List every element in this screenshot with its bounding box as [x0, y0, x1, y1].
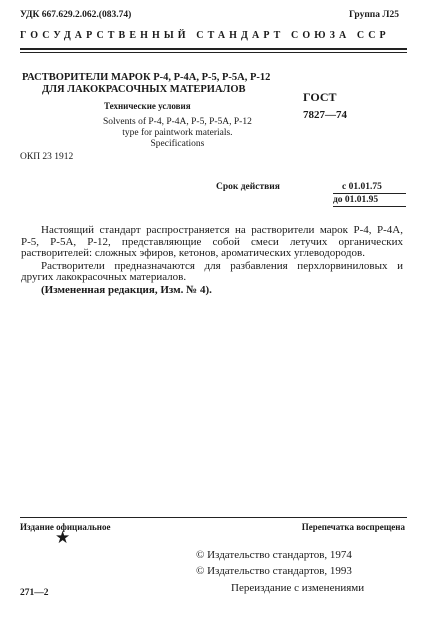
official-edition: Издание официальное — [20, 522, 111, 532]
english-title-line-3: Specifications — [150, 139, 205, 149]
validity-from: с 01.01.75 — [342, 182, 382, 192]
document-subtitle: Технические условия — [104, 101, 191, 111]
validity-label: Срок действия — [216, 182, 280, 192]
title-line-2: ДЛЯ ЛАКОКРАСОЧНЫХ МАТЕРИАЛОВ — [42, 84, 246, 95]
title-line-1: РАСТВОРИТЕЛИ МАРОК Р-4, Р-4А, Р-5, Р-5А, Р-12 — [22, 72, 271, 83]
group-code: Группа Л25 — [348, 10, 399, 20]
standard-header: ГОСУДАРСТВЕННЫЙ СТАНДАРТ СОЮЗА ССР — [20, 30, 390, 41]
amendment-note: (Измененная редакция, Изм. № 4). — [41, 283, 212, 296]
body-paragraph-scope: Настоящий стандарт распространяется на растворители марок Р-4, Р-4А, Р-5, Р-5А, Р-12, представляющие собой смеси летучих органических растворителей: сложных эфиров, кетонов, ароматических углеводородов. — [21, 224, 403, 259]
gost-label: ГОСТ — [303, 90, 337, 104]
english-title — [103, 117, 252, 150]
okp-code: ОКП 23 1912 — [20, 152, 74, 162]
document-title — [22, 72, 270, 96]
reprint-notice: Перепечатка воспрещена — [301, 522, 405, 532]
body-text — [21, 225, 403, 296]
validity-rule-1 — [333, 193, 406, 194]
page-code: 271—2 — [20, 588, 49, 598]
copyright-1974: © Издательство стандартов, 1974 — [196, 549, 352, 561]
gost-number: 7827—74 — [303, 109, 347, 121]
header-rule-thick — [20, 48, 407, 50]
reissue-note: Переиздание с изменениями — [231, 582, 365, 594]
udk-code: УДК 667.629.2.062.(083.74) — [20, 10, 132, 20]
footer-rule — [20, 517, 407, 518]
english-title-line-2: type for paintwork materials. — [122, 128, 233, 138]
validity-rule-2 — [333, 206, 406, 207]
english-title-line-1: Solvents of P-4, P-4A, P-5, P-5A, P-12 — [103, 117, 252, 127]
header-rule-thin — [20, 52, 407, 53]
star-icon: ★ — [55, 528, 71, 547]
copyright-1993: © Издательство стандартов, 1993 — [196, 565, 352, 577]
validity-to: до 01.01.95 — [333, 195, 379, 205]
body-paragraph-purpose: Растворители предназначаются для разбавления перхлорвиниловых и других лакокрасочных материалов. — [21, 259, 403, 283]
